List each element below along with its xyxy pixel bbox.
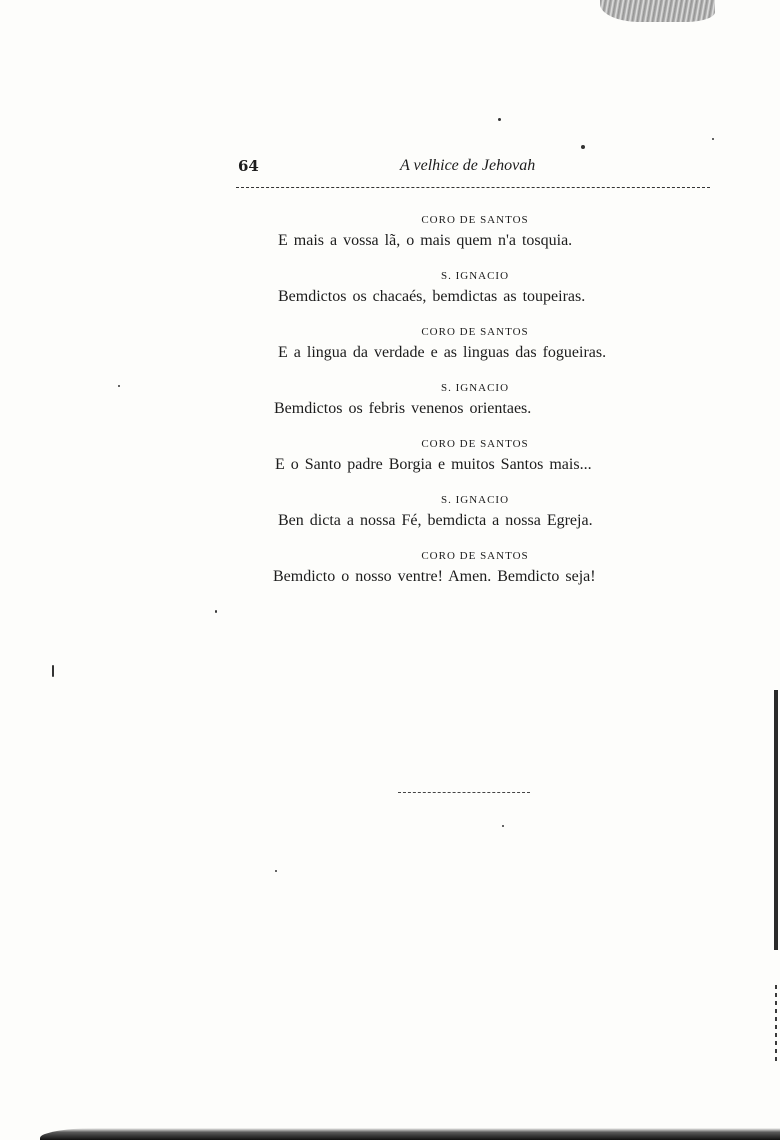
dialogue-entry [265,214,685,250]
verse-line: E a lingua da verdade e as linguas das fogueiras. [278,344,607,361]
scan-speck [215,610,217,613]
dialogue-entry [265,382,685,418]
dialogue-entry [265,270,685,306]
speaker-label: S. IGNACIO [440,382,510,394]
verse-line: Ben dicta a nossa Fé, bemdicta a nossa Egreja. [278,512,593,529]
scan-smudge [600,0,715,22]
page-header [238,157,710,181]
verse-line: E o Santo padre Borgia e muitos Santos mais... [275,456,592,473]
dialogue-entry [265,326,685,362]
verse-line: Bemdictos os febris venenos orientaes. [274,400,532,417]
verse-dialogue [265,214,685,606]
dialogue-entry [265,550,685,586]
speaker-label: CORO DE SANTOS [421,214,529,226]
page-edge-marks [775,985,777,1065]
scan-speck [581,145,585,149]
dialogue-entry [265,438,685,474]
end-rule [398,792,530,793]
speaker-label: S. IGNACIO [440,270,510,282]
speaker-label: CORO DE SANTOS [421,326,529,338]
verse-line: Bemdicto o nosso ventre! Amen. Bemdicto seja! [273,568,596,585]
scan-speck [502,825,504,827]
speaker-label: CORO DE SANTOS [421,550,529,562]
verse-line: E mais a vossa lã, o mais quem n'a tosquia. [278,232,573,249]
page-edge-shadow [774,690,778,950]
scan-speck [275,870,277,872]
scan-speck [52,665,54,677]
speaker-label: CORO DE SANTOS [421,438,529,450]
speaker-label: S. IGNACIO [440,494,510,506]
scan-speck [118,385,120,387]
page-bottom-shadow [40,1128,780,1140]
page-number: 64 [238,157,259,175]
scan-speck [712,138,714,140]
scan-speck [498,118,501,121]
dialogue-entry [265,494,685,530]
running-title: A velhice de Jehovah [400,157,536,174]
verse-line: Bemdictos os chacaés, bemdictas as toupeiras. [278,288,586,305]
header-rule [236,187,710,188]
